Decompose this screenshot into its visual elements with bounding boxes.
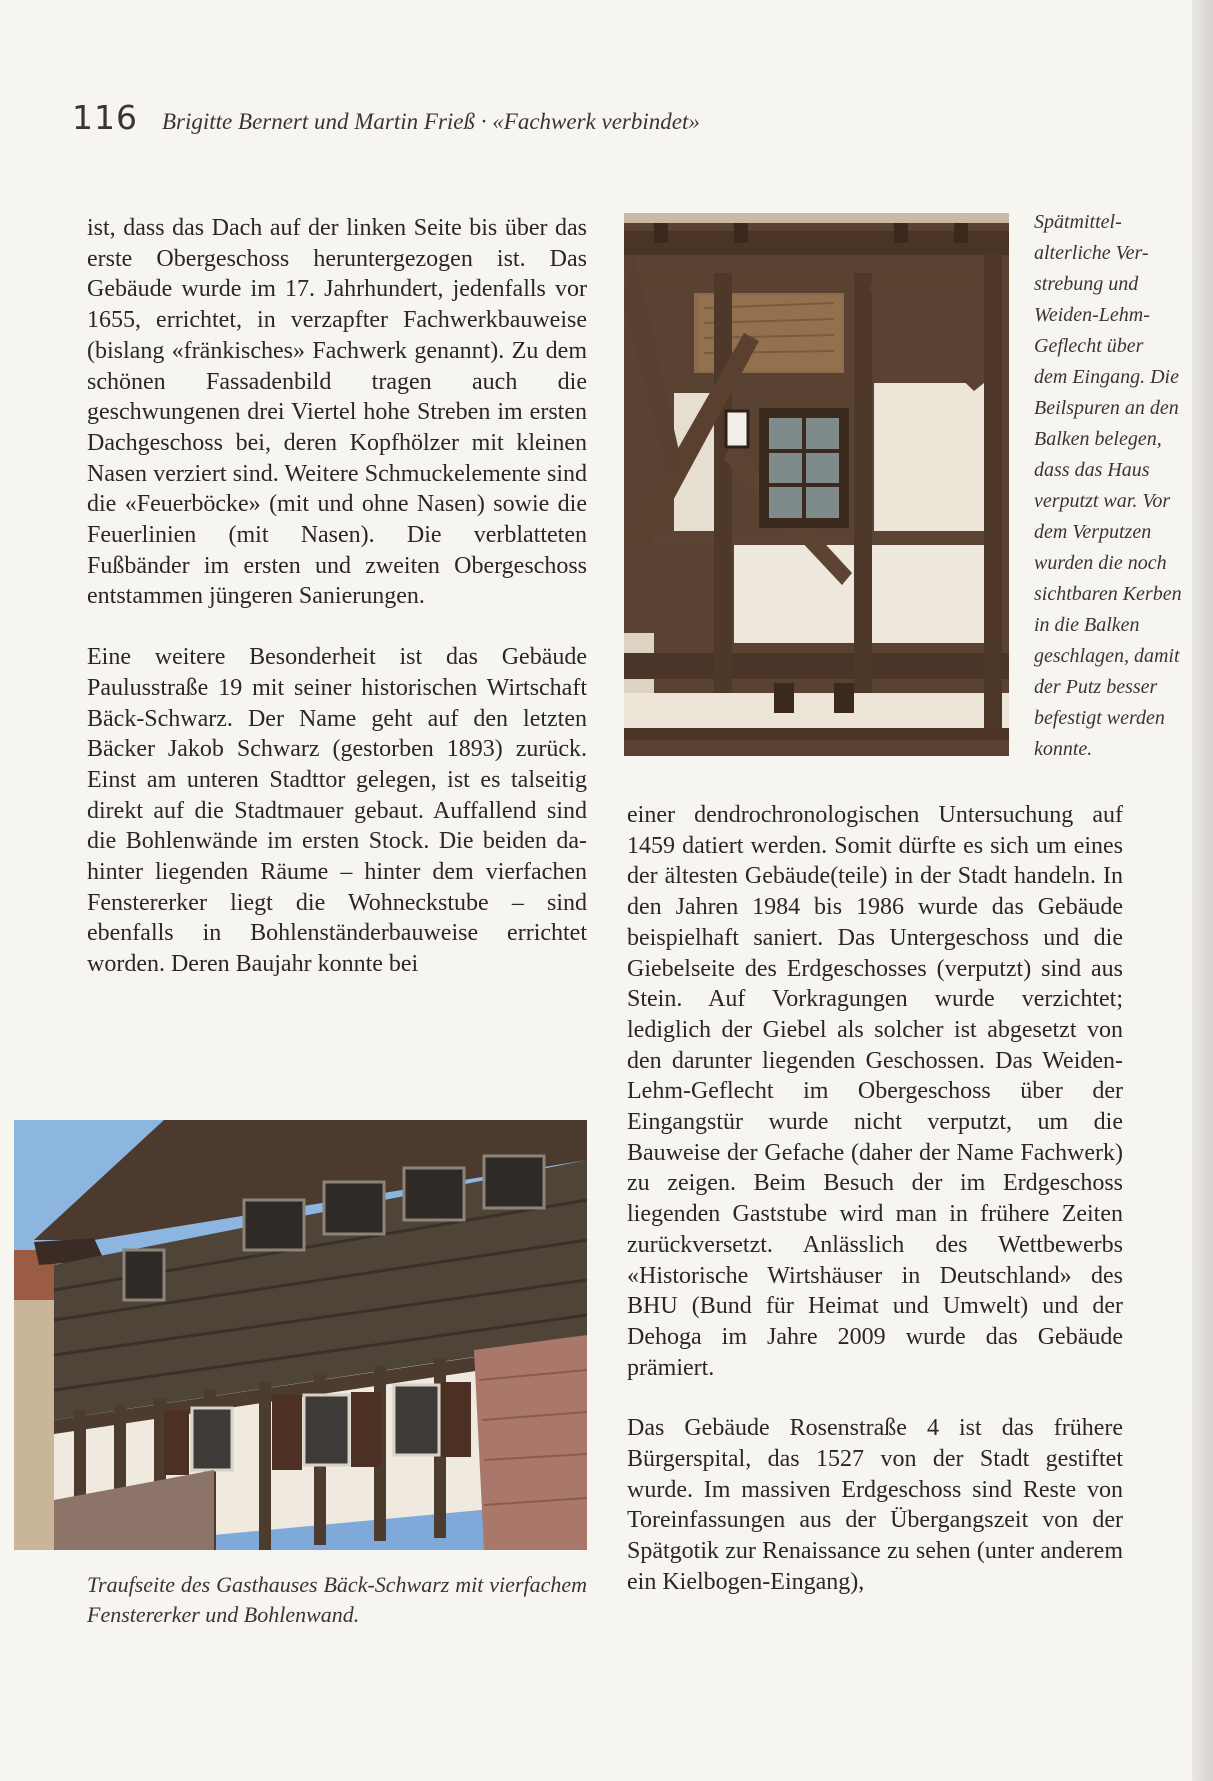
photo-gasthaus-baeck-schwarz <box>14 1120 587 1550</box>
right-column <box>627 800 1123 1598</box>
page-header <box>72 98 700 138</box>
left-paragraph-2: Eine weitere Besonderheit ist das Gebäude Paulusstraße 19 mit seiner historischen Wirtschaft Bäck-Schwarz. Der Name geht auf den letzten Bäcker Jakob Schwarz (gestorben 1893) zurück. Einst am unteren Stadttor gelegen, ist es talseitig direkt auf die Stadtmauer gebaut. Auffallend sind die Bohlenwände im ersten Stock. Die beiden dahinter liegenden Räume – hinter dem vierfachen Fenstererker liegt die Wohneckstube – sind ebenfalls in Bohlenständerbauweise errichtet worden. Deren Baujahr konnte bei <box>87 644 587 978</box>
caption-top-photo: Spätmittel- alterliche Ver- strebung und Weiden-Lehm- Geflecht über dem Eingang. Die Beilspuren an den Balken belegen, dass das Haus verputzt war. Vor dem Verputzen wurden die noch sichtbaren Kerben in die Balken geschlagen, damit der Putz besser befestigt werden konnte. <box>1034 211 1182 760</box>
page-number: 116 <box>72 98 138 137</box>
right-paragraph-2: Das Gebäude Rosenstraße 4 ist das frühere Bürgerspital, das 1527 von der Stadt gestiftet wurde. Im massiven Erdgeschoss sind Reste von Toreinfassungen aus der Übergangszeit von der Spätgotik zur Renaissance zu sehen (unter anderem ein Kielbogen-Eingang), <box>627 1415 1123 1595</box>
caption-bottom-photo: Traufseite des Gasthauses Bäck-Schwarz mit vierfachem Fenstererker und Bohlenwand. <box>87 1572 587 1627</box>
photo-entrance-timber-framing <box>624 213 1009 756</box>
running-head: Brigitte Bernert und Martin Frieß · «Fachwerk verbindet» <box>162 109 700 134</box>
right-paragraph-1: einer dendrochronologischen Untersuchung auf 1459 datiert werden. Somit dürfte es sich um eines der ältesten Gebäude(teile) in der Stadt handeln. In den Jahren 1984 bis 1986 wurde das Gebäude beispielhaft saniert. Das Untergeschoss und die Giebelseite des Erdgeschosses (verputzt) sind aus Stein. Auf Vorkragungen wurde verzichtet; lediglich der Giebel als solcher ist abgesetzt von den darunter liegenden Geschossen. Das Weiden-Lehm-Geflecht im Obergeschoss über der Eingangstür wurde nicht verputzt, um die Bauweise der Gefache (daher der Name Fachwerk) zu zeigen. Beim Besuch der im Erdgeschoss liegenden Gaststube wird man in frühere Zeiten zurückversetzt. Anlässlich des Wettbewerbs «Historische Wirtshäuser in Deutschland» des BHU (Bund für Heimat und Umwelt) und der Dehoga im Jahre 2009 wurde das Gebäude prämiert. <box>627 802 1123 1381</box>
left-column <box>87 213 587 980</box>
left-paragraph-1: ist, dass das Dach auf der linken Seite bis über das erste Obergeschoss heruntergezogen ist. Das Gebäude wurde im 17. Jahrhundert, jedenfalls vor 1655, errichtet, in verzapfter Fachwerkbauweise (bislang «fränkisches» Fachwerk genannt). Zu dem schönen Fassadenbild tragen auch die geschwungenen drei Viertel hohe Streben im ersten Dachgeschoss bei, deren Kopfhölzer mit kleinen Nasen verziert sind. Weitere Schmuckelemente sind die «Feuerböcke» (mit und ohne Nasen) sowie die Feuerlinien (mit Nasen). Die verblatteten Fußbänder im ersten und zweiten Obergeschoss entstammen jüngeren Sanierungen. <box>87 215 587 610</box>
